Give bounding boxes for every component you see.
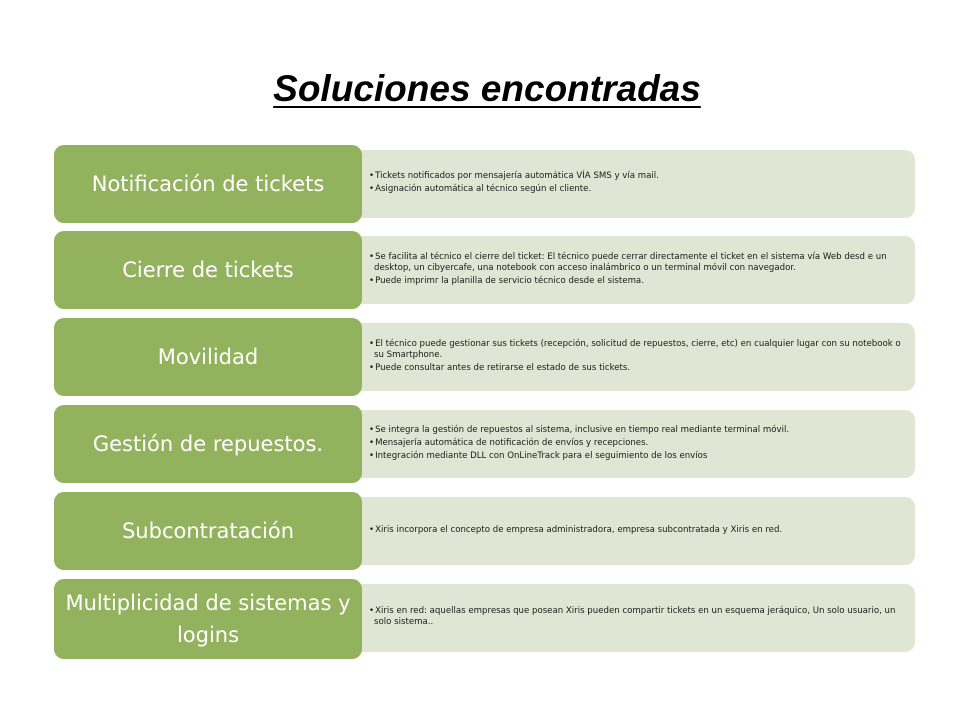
label-gestion-de-repuestos: Gestión de repuestos. bbox=[54, 405, 362, 483]
bullet-item: • Se facilita al técnico el cierre del ticket: El técnico puede cerrar directamente el ticket en el sistema vía Web desd e un desktop, un cibyercafe, una notebook con acceso inalámbrico o un terminal móvil con navegador. bbox=[368, 252, 907, 274]
label-cierre-de-tickets: Cierre de tickets bbox=[54, 231, 362, 309]
description-box bbox=[340, 236, 915, 304]
description-box bbox=[340, 150, 915, 218]
slide-title: Soluciones encontradas bbox=[273, 68, 701, 109]
bullet-item: • Mensajería automática de notificación de envíos y recepciones. bbox=[368, 438, 907, 449]
label-notificacion-de-tickets: Notificación de tickets bbox=[54, 145, 362, 223]
bullet-item: • Tickets notificados por mensajería automática VÍA SMS y vía mail. bbox=[368, 171, 907, 182]
bullet-item: • Xiris en red: aquellas empresas que posean Xiris pueden compartir tickets en un esquema jeráquico, Un solo usuario, un solo sistema.. bbox=[368, 606, 907, 628]
label-subcontratacion: Subcontratación bbox=[54, 492, 362, 570]
bullet-item: • Puede consultar antes de retirarse el estado de sus tickets. bbox=[368, 363, 907, 374]
description-box bbox=[340, 497, 915, 565]
description-box bbox=[340, 584, 915, 652]
bullet-item: • Se integra la gestión de repuestos al sistema, inclusive en tiempo real mediante terminal móvil. bbox=[368, 425, 907, 436]
bullet-item: • Puede imprimr la planilla de servicio técnico desde el sistema. bbox=[368, 276, 907, 287]
bullet-item: • Asignación automática al técnico según el cliente. bbox=[368, 184, 907, 195]
description-box bbox=[340, 323, 915, 391]
description-box bbox=[340, 410, 915, 478]
bullet-item: • El técnico puede gestionar sus tickets (recepción, solicitud de repuestos, cierre, etc) en cualquier lugar con su notebook o su Smartphone. bbox=[368, 339, 907, 361]
label-movilidad: Movilidad bbox=[54, 318, 362, 396]
label-multiplicidad-de-sistemas-y-logins: Multiplicidad de sistemas y logins bbox=[54, 579, 362, 659]
bullet-item: • Integración mediante DLL con OnLineTrack para el seguimiento de los envíos bbox=[368, 451, 907, 462]
bullet-item: • Xiris incorpora el concepto de empresa administradora, empresa subcontratada y Xiris en red. bbox=[368, 525, 907, 536]
